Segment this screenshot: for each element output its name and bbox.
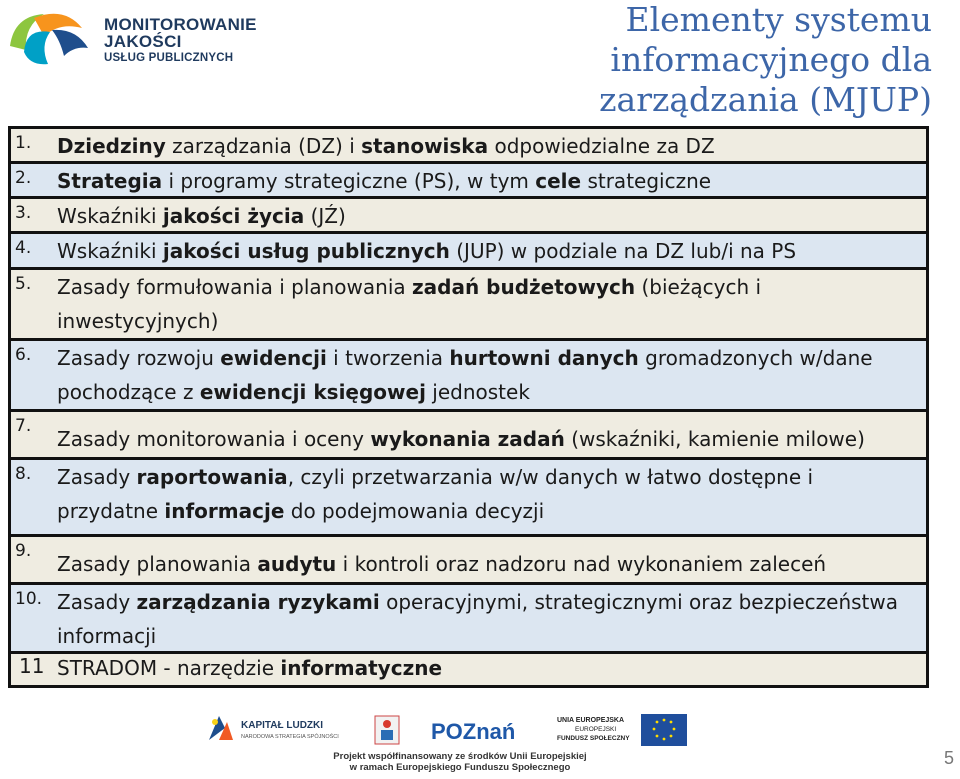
page-number: 5 xyxy=(943,748,954,768)
list-item-number: 2. xyxy=(15,168,32,188)
kapital-ludzki-logo xyxy=(205,714,339,744)
list-item-text: Zasady formułowania i planowania zadań budżetowych (bieżących i inwestycyjnych) xyxy=(57,275,762,333)
logo-line-2: JAKOŚCI xyxy=(104,32,182,51)
funding-logos xyxy=(205,710,695,750)
title-line-3: zarządzania (MJUP) xyxy=(599,80,932,119)
list-item xyxy=(11,412,926,460)
footer-logos xyxy=(205,710,695,750)
ue-line-3: FUNDUSZ SPOŁECZNY xyxy=(557,735,630,742)
ue-line-2: EUROPEJSKI xyxy=(575,726,617,733)
funding-note-line-1: Projekt współfinansowany ze środków Unii Europejskiej xyxy=(333,751,587,762)
kapital-line-1: KAPITAŁ LUDZKI xyxy=(241,720,324,731)
list-item-number: 11 xyxy=(19,654,45,678)
title-line-2: informacyjnego dla xyxy=(610,40,932,79)
funding-note xyxy=(310,751,610,773)
list-item xyxy=(11,654,926,685)
logo-line-3: USŁUG PUBLICZNYCH xyxy=(104,52,234,64)
funding-note-line-2: w ramach Europejskiego Funduszu Społecznego xyxy=(349,762,571,773)
list-item-number: 6. xyxy=(15,345,32,365)
list-item-text: Strategia i programy strategiczne (PS), w tym cele strategiczne xyxy=(57,169,712,193)
list-item xyxy=(11,341,926,412)
list-item-number: 4. xyxy=(15,238,32,258)
page-title xyxy=(532,0,932,120)
list-item-text: Wskaźniki jakości usług publicznych (JUP) w podziale na DZ lub/i na PS xyxy=(57,239,797,263)
list-item xyxy=(11,270,926,341)
list-item xyxy=(11,460,926,537)
list-item-text: Zasady monitorowania i oceny wykonania zadań (wskaźniki, kamienie milowe) xyxy=(57,427,865,451)
list-item xyxy=(11,199,926,234)
list-item-number: 5. xyxy=(15,274,32,294)
poznan-text: POZnań xyxy=(431,719,516,744)
list-item-text: Zasady rozwoju ewidencji i tworzenia hurtowni danych gromadzonych w/dane pochodzące z ewidencji księgowej jednostek xyxy=(57,346,873,404)
kapital-line-2: NARODOWA STRATEGIA SPÓJNOŚCI xyxy=(241,734,339,740)
list-item-number: 8. xyxy=(15,464,32,484)
logo-line-1: MONITOROWANIE xyxy=(104,15,257,34)
list-item xyxy=(11,164,926,199)
list-item xyxy=(11,234,926,270)
list-item xyxy=(11,129,926,164)
mjup-logo xyxy=(4,6,264,70)
elements-list xyxy=(8,126,929,688)
list-item-text: Dziedziny zarządzania (DZ) i stanowiska odpowiedzialne za DZ xyxy=(57,134,715,158)
poznan-logo xyxy=(431,719,515,744)
list-item-number: 7. xyxy=(15,416,32,436)
ue-line-1: UNIA EUROPEJSKA xyxy=(557,717,625,724)
eu-logo xyxy=(557,714,687,746)
list-item-text: Wskaźniki jakości życia (JŹ) xyxy=(57,204,346,228)
list-item-number: 10. xyxy=(15,589,43,609)
list-item-text: Zasady raportowania, czyli przetwarzania w/w danych w łatwo dostępne i przydatne informacje do podejmowania decyzji xyxy=(57,465,814,523)
mjup-logo-icon xyxy=(4,6,100,70)
list-item-text: Zasady planowania audytu i kontroli oraz nadzoru nad wykonaniem zaleceń xyxy=(57,552,827,576)
list-item-number: 9. xyxy=(15,541,32,561)
title-line-1: Elementy systemu xyxy=(625,0,932,39)
list-item-text: STRADOM - narzędzie informatyczne xyxy=(57,656,443,680)
city-emblem xyxy=(375,716,399,744)
list-item-text: Zasady zarządzania ryzykami operacyjnymi, strategicznymi oraz bezpieczeństwa informacji xyxy=(57,590,898,648)
list-item xyxy=(11,585,926,654)
list-item xyxy=(11,537,926,585)
list-item-number: 1. xyxy=(15,133,32,153)
list-item-number: 3. xyxy=(15,203,32,223)
